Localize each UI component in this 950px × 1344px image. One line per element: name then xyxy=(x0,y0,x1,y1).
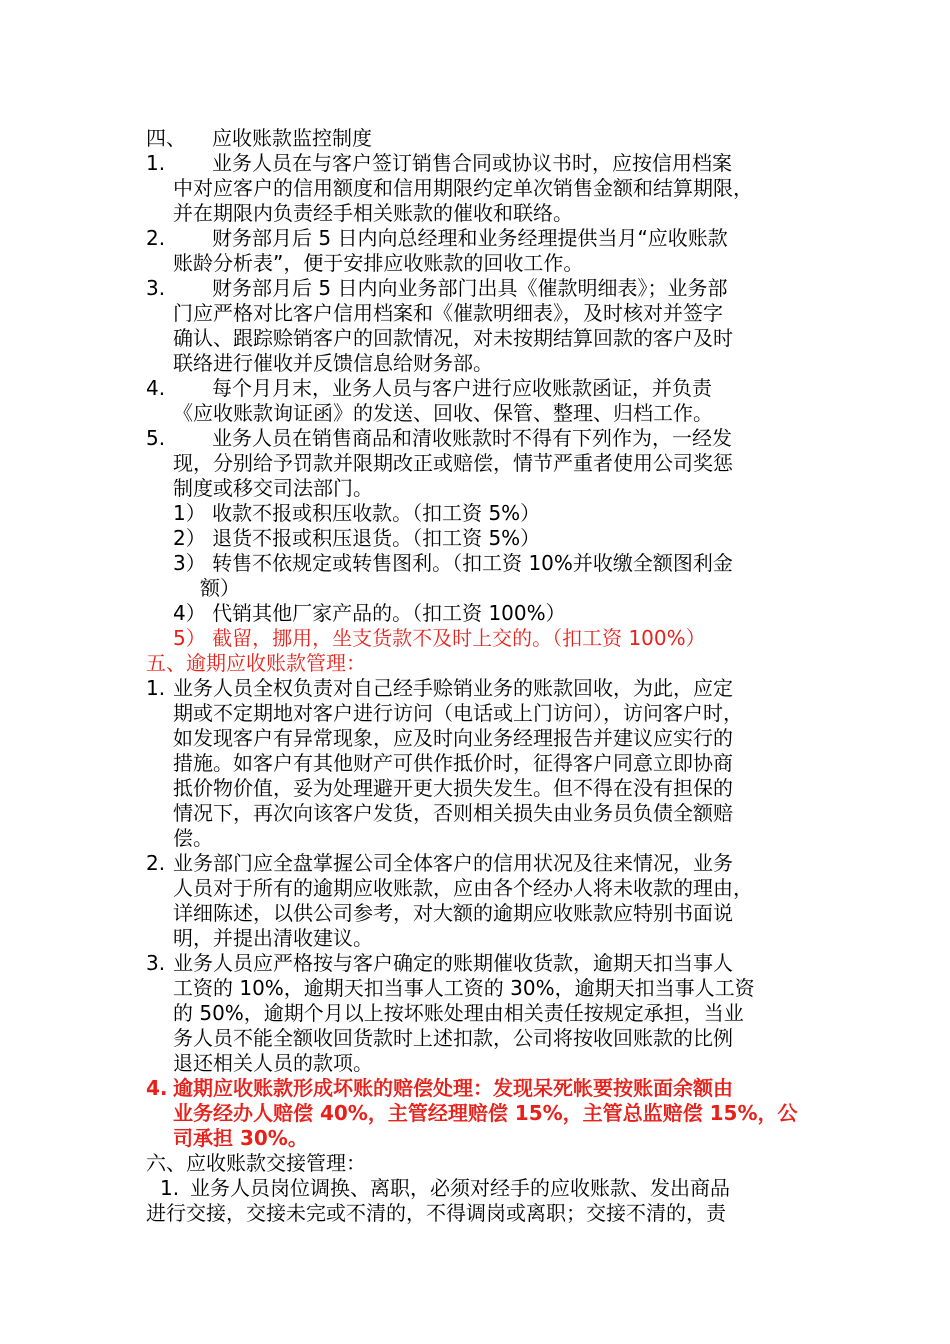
paragraph-line: 中对应客户的信用额度和信用期限约定单次销售金额和结算期限， xyxy=(173,176,753,200)
item-number: 1. xyxy=(146,151,166,175)
item-number: 3. xyxy=(146,276,166,300)
item-number: 4. xyxy=(146,376,166,400)
paragraph-line-highlighted: 逾期应收账款形成坏账的赔偿处理：发现呆死帐要按账面余额由 xyxy=(173,1076,733,1100)
paragraph-line: 门应严格对比客户信用档案和《催款明细表》，及时核对并签字 xyxy=(173,301,723,325)
item-number: 2. xyxy=(146,226,166,250)
section-4-heading: 应收账款监控制度 xyxy=(212,126,372,150)
paragraph-line: 并在期限内负责经手相关账款的催收和联络。 xyxy=(173,201,573,225)
sub-item: 4） 代销其他厂家产品的。（扣工资 100%） xyxy=(173,601,566,625)
paragraph-line: 业务人员岗位调换、离职，必须对经手的应收账款、发出商品 xyxy=(190,1176,730,1200)
paragraph-line: 业务人员全权负责对自己经手赊销业务的账款回收，为此，应定 xyxy=(173,676,733,700)
item-number: 3. xyxy=(146,951,166,975)
paragraph-line: 如发现客户有异常现象，应及时向业务经理报告并建议应实行的 xyxy=(173,726,733,750)
paragraph-line: 的 50%，逾期个月以上按坏账处理由相关责任按规定承担，当业 xyxy=(173,1001,744,1025)
item-number: 4. xyxy=(146,1076,168,1100)
paragraph-line: 偿。 xyxy=(173,826,213,850)
sub-item-continued: 额） xyxy=(200,576,240,600)
paragraph-line: 业务人员应严格按与客户确定的账期催收货款，逾期天扣当事人 xyxy=(173,951,733,975)
paragraph-line: 进行交接，交接未完或不清的，不得调岗或离职；交接不清的，责 xyxy=(146,1201,726,1225)
sub-item-highlighted: 5） 截留，挪用，坐支货款不及时上交的。（扣工资 100%） xyxy=(173,626,706,650)
paragraph-line: 人员对于所有的逾期应收账款，应由各个经办人将未收款的理由， xyxy=(173,876,753,900)
paragraph-line: 明，并提出清收建议。 xyxy=(173,926,373,950)
paragraph-line: 业务人员在销售商品和清收账款时不得有下列作为，一经发 xyxy=(212,426,732,450)
paragraph-line: 情况下，再次向该客户发货，否则相关损失由业务员负债全额赔 xyxy=(173,801,733,825)
paragraph-line: 每个月月末，业务人员与客户进行应收账款函证，并负责 xyxy=(212,376,712,400)
section-5-heading: 五、逾期应收账款管理： xyxy=(146,651,366,675)
sub-item: 3） 转售不依规定或转售图利。（扣工资 10%并收缴全额图利金 xyxy=(173,551,733,575)
paragraph-line: 措施。如客户有其他财产可供作抵价时，征得客户同意立即协商 xyxy=(173,751,733,775)
sub-item: 1） 收款不报或积压收款。（扣工资 5%） xyxy=(173,501,541,525)
paragraph-line: 《应收账款询证函》的发送、回收、保管、整理、归档工作。 xyxy=(173,401,713,425)
section-4-number: 四、 xyxy=(146,126,186,150)
paragraph-line: 制度或移交司法部门。 xyxy=(173,476,373,500)
paragraph-line: 财务部月后 5 日内向总经理和业务经理提供当月“应收账款 xyxy=(212,226,728,250)
paragraph-line: 务人员不能全额收回货款时上述扣款，公司将按收回账款的比例 xyxy=(173,1026,733,1050)
item-number: 2. xyxy=(146,851,166,875)
paragraph-line: 现，分别给予罚款并限期改正或赔偿，情节严重者使用公司奖惩 xyxy=(173,451,733,475)
item-number: 1. xyxy=(160,1176,180,1200)
paragraph-line: 业务人员在与客户签订销售合同或协议书时，应按信用档案 xyxy=(212,151,732,175)
paragraph-line: 联络进行催收并反馈信息给财务部。 xyxy=(173,351,493,375)
paragraph-line: 工资的 10%，逾期天扣当事人工资的 30%，逾期天扣当事人工资 xyxy=(173,976,755,1000)
paragraph-line: 详细陈述，以供公司参考，对大额的逾期应收账款应特别书面说 xyxy=(173,901,733,925)
item-number: 5. xyxy=(146,426,166,450)
section-6-heading: 六、应收账款交接管理： xyxy=(146,1151,366,1175)
paragraph-line: 业务部门应全盘掌握公司全体客户的信用状况及往来情况，业务 xyxy=(173,851,733,875)
paragraph-line: 期或不定期地对客户进行访问（电话或上门访问），访问客户时， xyxy=(173,701,743,725)
paragraph-line: 确认、跟踪赊销客户的回款情况，对未按期结算回款的客户及时 xyxy=(173,326,733,350)
paragraph-line: 抵价物价值，妥为处理避开更大损失发生。但不得在没有担保的 xyxy=(173,776,733,800)
item-number: 1. xyxy=(146,676,166,700)
sub-item: 2） 退货不报或积压退货。（扣工资 5%） xyxy=(173,526,541,550)
paragraph-line: 退还相关人员的款项。 xyxy=(173,1051,373,1075)
paragraph-line: 财务部月后 5 日内向业务部门出具《催款明细表》；业务部 xyxy=(212,276,728,300)
paragraph-line-highlighted: 司承担 30%。 xyxy=(173,1126,308,1150)
paragraph-line: 账龄分析表”，便于安排应收账款的回收工作。 xyxy=(173,251,584,275)
paragraph-line-highlighted: 业务经办人赔偿 40%，主管经理赔偿 15%，主管总监赔偿 15%，公 xyxy=(173,1101,798,1125)
